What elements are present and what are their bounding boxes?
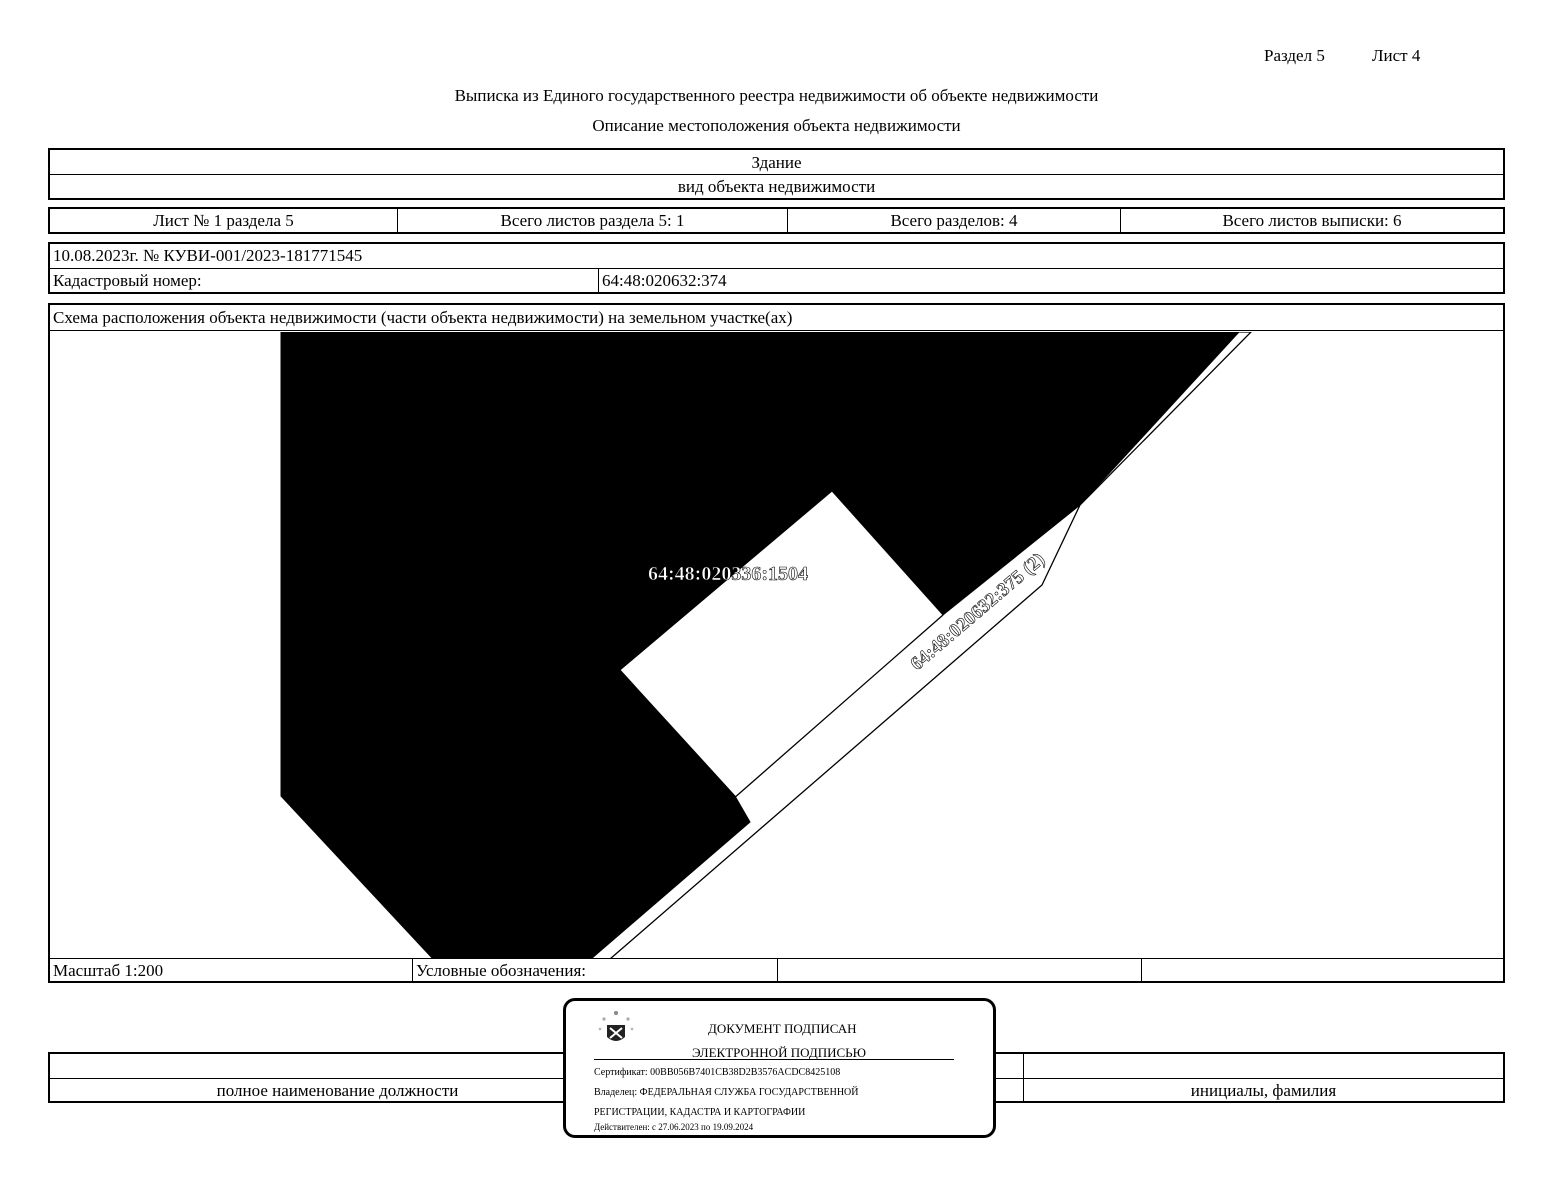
position-caption: полное наименование должности bbox=[216, 1081, 459, 1100]
neighbor-cadastral-label: 64:48:020632:375 (2) bbox=[906, 548, 1050, 675]
document-title: Выписка из Единого государственного реестра недвижимости об объекте недвижимости bbox=[454, 86, 1099, 105]
legend-empty-cell-1 bbox=[778, 960, 1141, 982]
stamp-line-1: ДОКУМЕНТ ПОДПИСАН bbox=[708, 1021, 857, 1036]
date-number: 10.08.2023г. № КУВИ-001/2023-181771545 bbox=[53, 246, 363, 265]
object-kind-value: Здание bbox=[751, 153, 802, 172]
legend-empty-cell-2 bbox=[1142, 960, 1503, 982]
neighbor-parcel-inner-line bbox=[733, 615, 943, 799]
object-kind-caption: вид объекта недвижимости bbox=[677, 177, 876, 196]
stamp-certificate: Сертификат: 00BB056B7401CB38D2B3576ACDC8425108 bbox=[594, 1067, 841, 1078]
cadastral-value: 64:48:020632:374 bbox=[602, 271, 727, 290]
document-info-table bbox=[48, 242, 1505, 294]
parcel-cadastral-label: 64:48:020336:1504 bbox=[648, 563, 808, 585]
scheme-drawing bbox=[50, 332, 1503, 959]
section-number: Раздел 5 bbox=[1264, 46, 1325, 65]
stamp-owner-1: Владелец: ФЕДЕРАЛЬНАЯ СЛУЖБА ГОСУДАРСТВЕННОЙ bbox=[594, 1087, 859, 1098]
scheme-title: Схема расположения объекта недвижимости (части объекта недвижимости) на земельном участке(ах) bbox=[53, 308, 793, 327]
sheet-number: Лист 4 bbox=[1372, 46, 1421, 65]
scale-cell: Масштаб 1:200 bbox=[53, 961, 164, 980]
initials-caption: инициалы, фамилия bbox=[1190, 1081, 1337, 1100]
total-sections-cell: Всего разделов: 4 bbox=[890, 211, 1018, 230]
stamp-line-2: ЭЛЕКТРОННОЙ ПОДПИСЬЮ bbox=[692, 1045, 866, 1060]
land-parcel-shape bbox=[281, 332, 1239, 959]
cadastral-label: Кадастровый номер: bbox=[53, 271, 202, 290]
emblem-icon bbox=[594, 1005, 638, 1051]
document-subtitle: Описание местоположения объекта недвижимости bbox=[592, 116, 961, 135]
sheets-table bbox=[48, 207, 1505, 234]
legend-label-cell: Условные обозначения: bbox=[416, 961, 587, 980]
e-signature-stamp bbox=[563, 998, 996, 1138]
stamp-valid: Действителен: с 27.06.2023 по 19.09.2024 bbox=[594, 1122, 754, 1132]
object-kind-table bbox=[48, 148, 1505, 200]
scheme-table bbox=[48, 303, 1505, 983]
stamp-divider bbox=[594, 1059, 954, 1060]
total-sheets-section-cell: Всего листов раздела 5: 1 bbox=[500, 211, 685, 230]
stamp-owner-2: РЕГИСТРАЦИИ, КАДАСТРА И КАРТОГРАФИИ bbox=[594, 1107, 806, 1118]
sheet-no-cell: Лист № 1 раздела 5 bbox=[153, 211, 294, 230]
total-sheets-extract-cell: Всего листов выписки: 6 bbox=[1222, 211, 1402, 230]
